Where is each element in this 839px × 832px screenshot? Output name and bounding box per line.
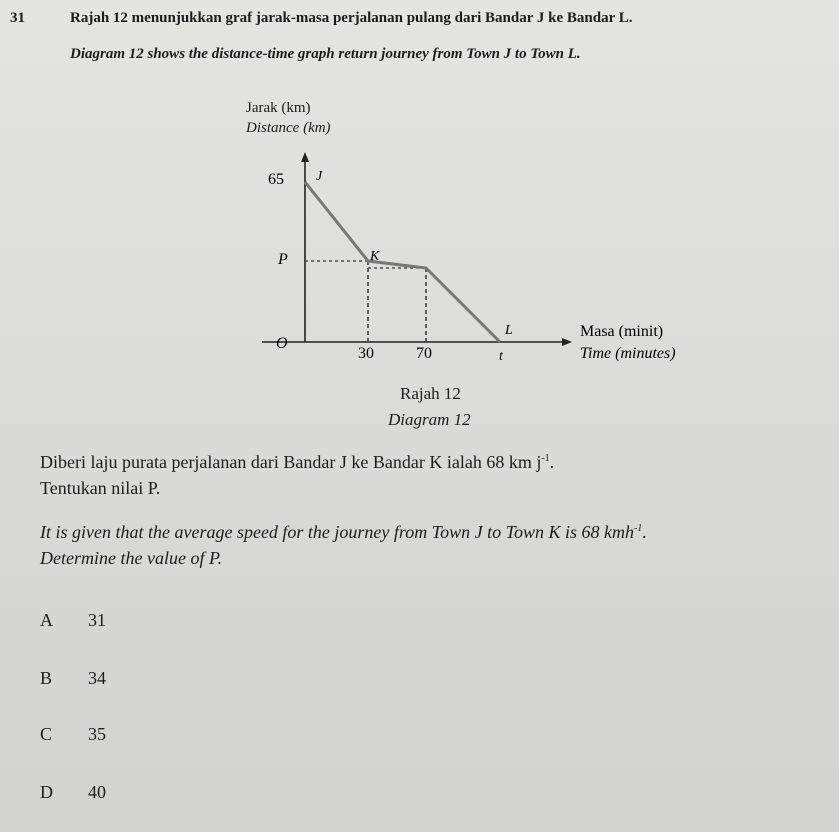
option-value: 40 — [88, 782, 106, 802]
y-tick-65: 65 — [268, 171, 284, 188]
option-value: 35 — [88, 724, 106, 744]
option-value: 34 — [88, 668, 106, 688]
question-number: 31 — [10, 10, 25, 26]
given-malay-text: Diberi laju purata perjalanan dari Bandar J ke Bandar K ialah 68 km j — [40, 452, 542, 472]
given-english-text: It is given that the average speed for the journey from Town J to Town K is 68 kmh — [40, 522, 634, 542]
diagram-caption-malay: Rajah 12 — [400, 384, 461, 403]
option-letter: B — [40, 668, 53, 688]
option-a[interactable] — [40, 610, 106, 631]
option-letter: C — [40, 724, 53, 744]
given-malay-exponent: -1 — [541, 453, 550, 464]
point-l-label: L — [505, 323, 513, 338]
given-english-exponent: -1 — [633, 523, 643, 534]
origin-label: O — [276, 335, 288, 352]
journey-line — [305, 182, 500, 342]
question-text-english: Diagram 12 shows the distance-time graph return journey from Town J to Town L. — [70, 46, 581, 62]
option-d[interactable] — [40, 782, 106, 803]
y-axis-arrow — [301, 152, 309, 162]
option-letter: D — [40, 782, 53, 802]
given-statement-english — [40, 522, 647, 543]
question-text-malay: Rajah 12 menunjukkan graf jarak-masa perjalanan pulang dari Bandar J ke Bandar L. — [70, 10, 633, 26]
x-tick-70: 70 — [416, 345, 432, 362]
x-tick-30: 30 — [358, 345, 374, 362]
x-axis-label-english: Time (minutes) — [580, 345, 676, 362]
point-j-label: J — [316, 169, 323, 184]
option-c[interactable] — [40, 724, 106, 745]
task-statement-english: Determine the value of P. — [40, 548, 223, 568]
y-tick-p: P — [278, 251, 288, 268]
given-statement-malay — [40, 452, 554, 473]
x-axis-label-malay: Masa (minit) — [580, 323, 664, 340]
point-k-label: K — [370, 249, 380, 264]
task-statement-malay: Tentukan nilai P. — [40, 478, 161, 498]
y-axis-label-malay: Jarak (km) — [246, 100, 311, 116]
given-malay-end: . — [549, 452, 555, 472]
option-value: 31 — [88, 610, 106, 630]
x-tick-t: t — [499, 349, 503, 364]
option-letter: A — [40, 610, 53, 630]
diagram-caption-english: Diagram 12 — [388, 410, 471, 429]
option-b[interactable] — [40, 668, 106, 689]
y-axis-label-english: Distance (km) — [246, 120, 331, 136]
given-english-end: . — [642, 522, 647, 542]
x-axis-arrow — [562, 338, 572, 346]
